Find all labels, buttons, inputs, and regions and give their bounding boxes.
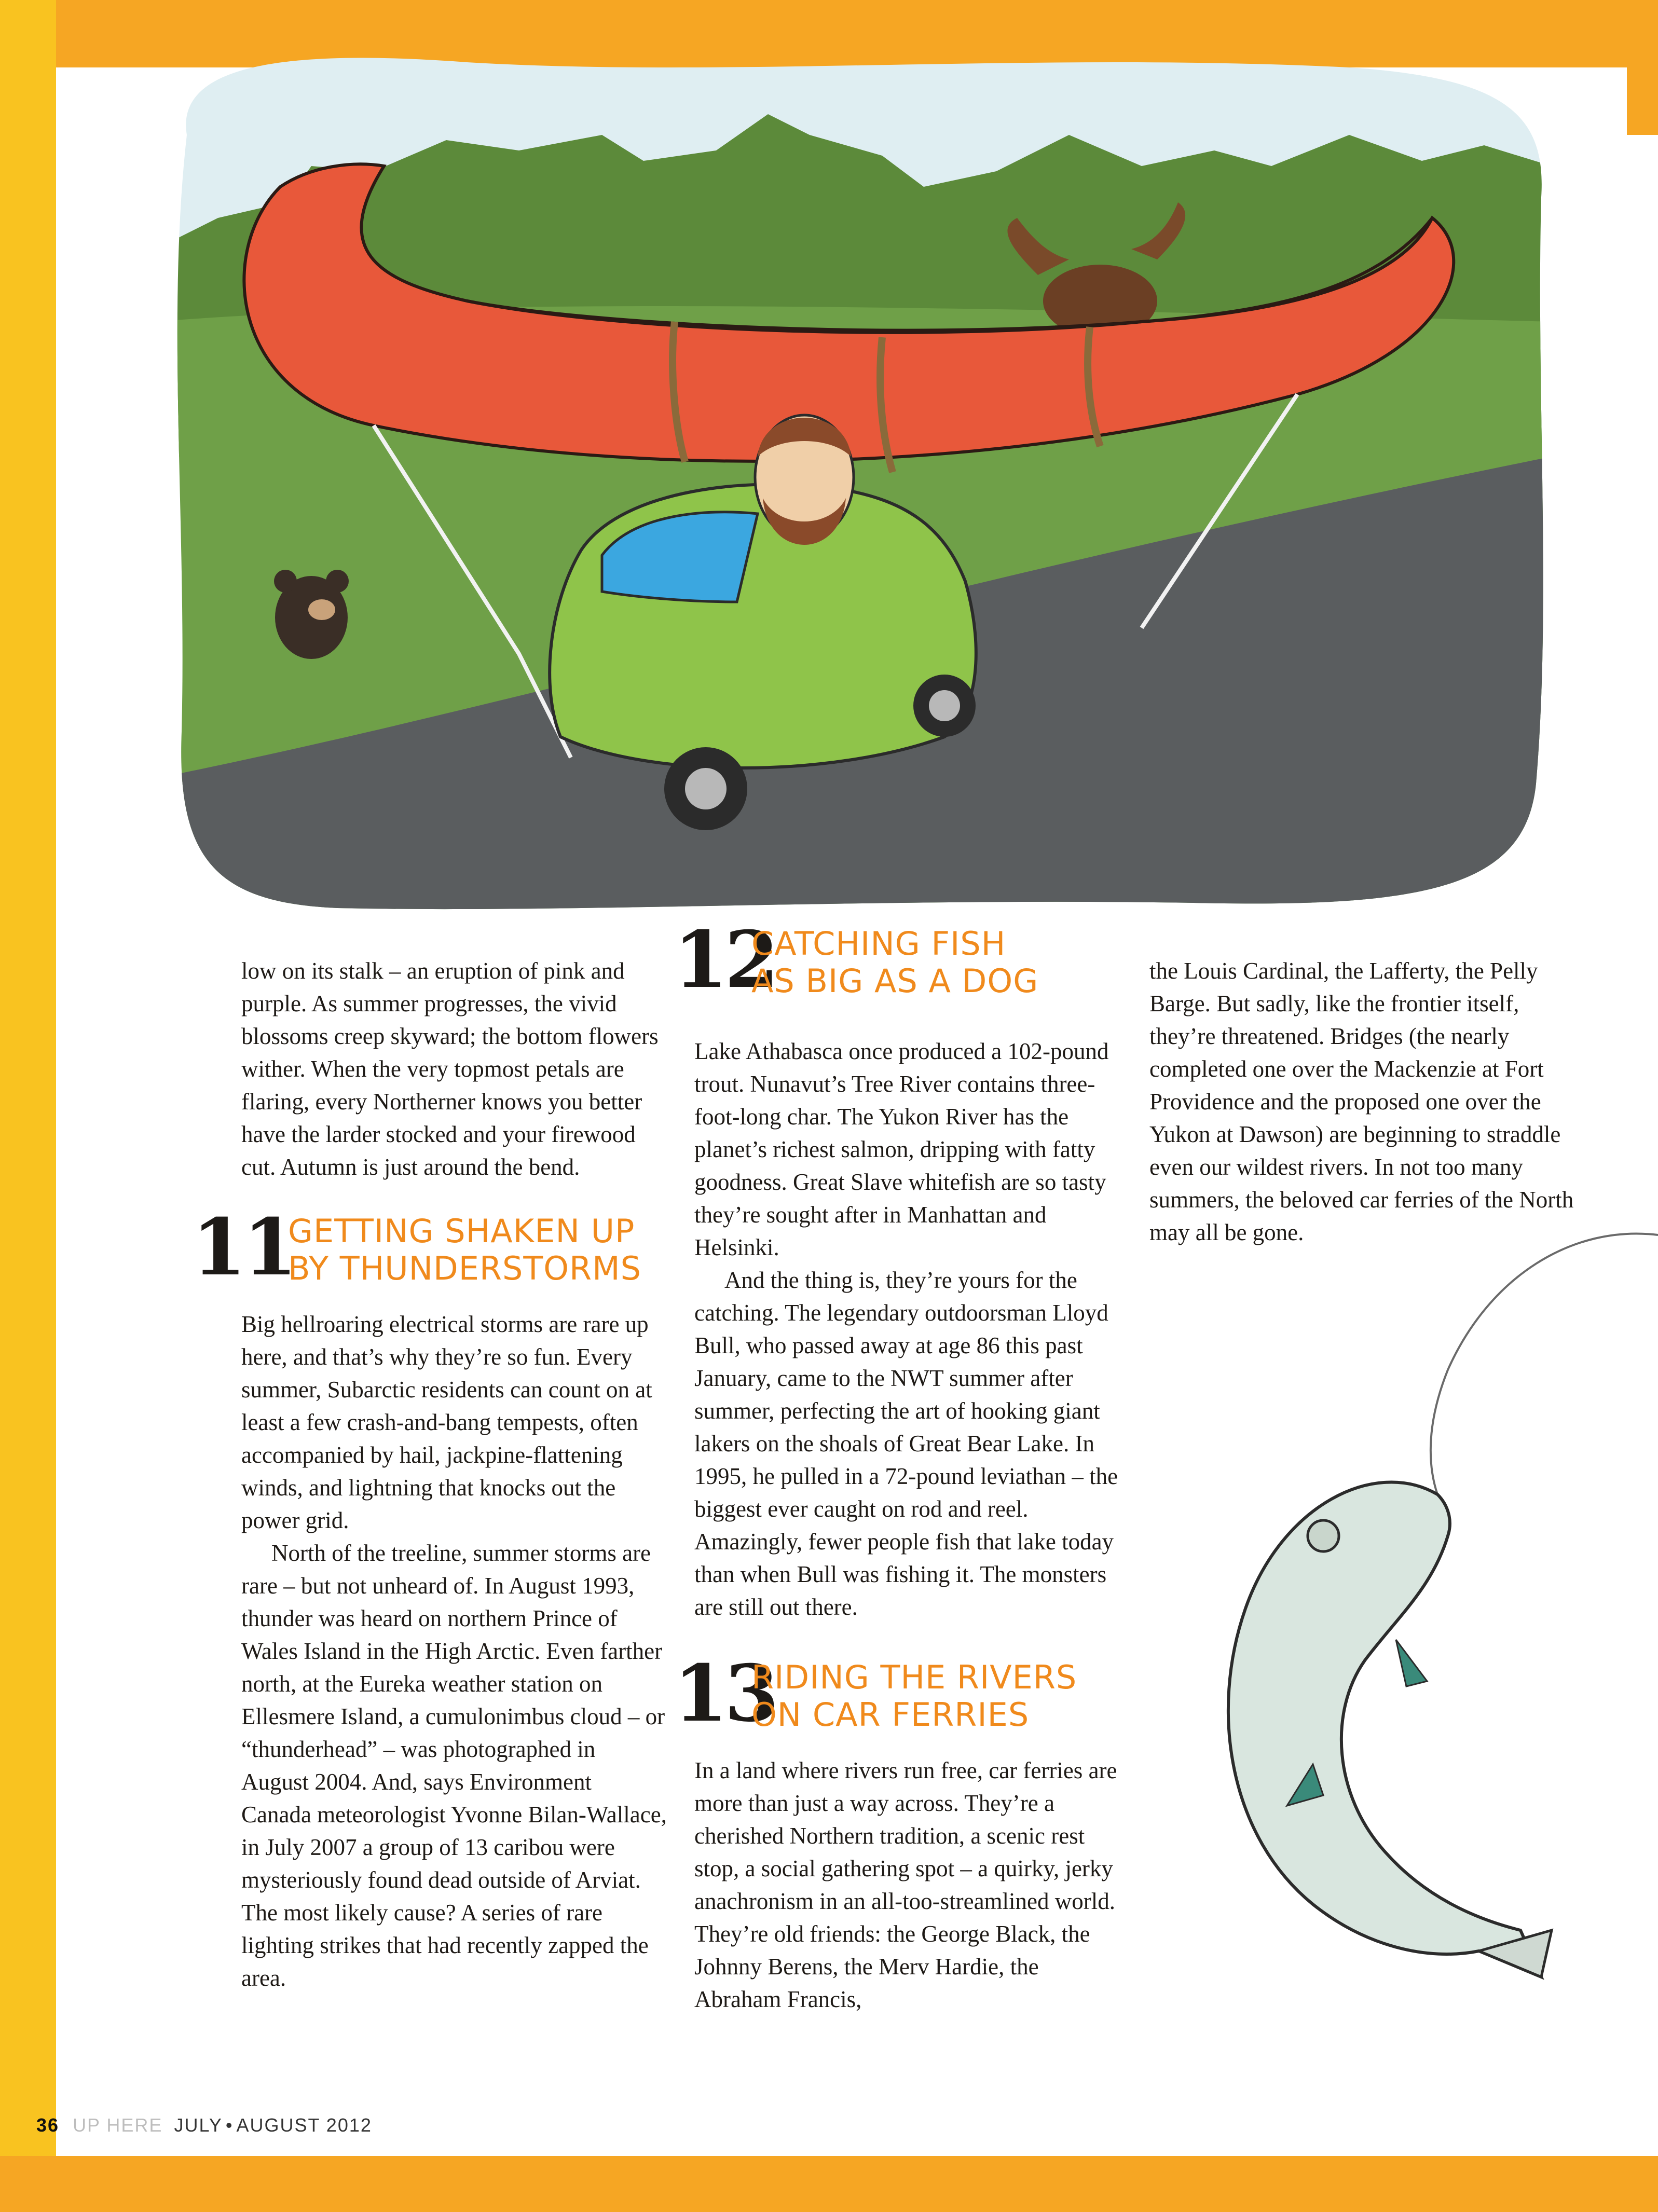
body-paragraph: And the thing is, they’re yours for the catching. The legendary outdoorsman Lloyd Bull, who passed away at age 86 this past January, came to the NWT summer after summer, perfecting the art of hooking giant lakers on the shoals of Great Bear Lake. In 1995, he pulled in a 72-pound leviathan – the biggest ever caught on rod and reel. Amazingly, fewer people fish that lake today than when Bull was fishing it. The monsters are still out there. bbox=[694, 1267, 1118, 1620]
column-3 bbox=[1149, 955, 1575, 1249]
intro-paragraph: low on its stalk – an eruption of pink and purple. As summer progresses, the vivid blossoms creep skyward; the bottom flowers wither. When the very topmost petals are flaring, every Northerner knows you better have the larder stocked and your firewood cut. Autumn is just around the bend. bbox=[241, 958, 659, 1180]
page-frame-left bbox=[0, 0, 56, 2212]
section-number: 12 bbox=[674, 914, 776, 1006]
column-2 bbox=[674, 914, 1120, 2016]
bear-drawing bbox=[274, 570, 349, 659]
page-frame-right bbox=[1627, 0, 1658, 135]
body-paragraph: Lake Athabasca once produced a 102-pound trout. Nunavut’s Tree River contains three-foot-long char. The Yukon River has the planet’s richest salmon, dripping with fatty goodness. Great Slave whitefish are so tasty they’re sought after in Manhattan and Helsinki. bbox=[694, 1038, 1109, 1260]
page-footer bbox=[36, 2114, 372, 2136]
body-paragraph: In a land where rivers run free, car ferries are more than just a way across. They’re a cherished Northern tradition, a scenic rest stop, a social gathering spot – a quirky, jerky anachronism in an all-too-streamlined world. They’re old friends: the George Black, the Johnny Berens, the Merv Hardie, the Abraham Francis, bbox=[694, 1757, 1117, 2012]
body-paragraph: North of the treeline, summer storms are rare – but not unheard of. In August 1993, thunder was heard on northern Prince of Wales Island in the High Arctic. Even farther north, at the Eureka weather station on Ellesmere Island, a cumulonimbus cloud – or “thunderhead” – was photographed in August 2004. And, says Environment Canada meteorologist Yvonne Bilan-Wallace, in July 2007 a group of 13 caribou were mysteriously found dead outside of Arviat. The most likely cause? A series of rare lighting strikes that had recently zapped the area. bbox=[241, 1540, 667, 1991]
page-number: 36 bbox=[36, 2114, 60, 2136]
fish-on-line-illustration bbox=[1157, 1214, 1658, 2008]
column-1 bbox=[192, 955, 667, 1995]
section-title: CATCHING FISH AS BIG AS A DOG bbox=[751, 925, 1039, 1000]
body-paragraph: Big hellroaring electrical storms are rare up here, and that’s why they’re so fun. Every summer, Subarctic residents can count on at least a few crash-and-bang tempests, often accompanied by hail, jackpine-flattening winds, and lightning that knocks out the power grid. bbox=[241, 1311, 652, 1533]
section-13-heading bbox=[674, 1648, 1120, 1743]
section-number: 11 bbox=[192, 1202, 294, 1293]
section-12-heading bbox=[674, 914, 1141, 1009]
section-title: GETTING SHAKEN UP BY THUNDERSTORMS bbox=[288, 1212, 641, 1287]
page-frame-bottom bbox=[0, 2156, 1658, 2212]
section-11-heading bbox=[192, 1202, 667, 1297]
canoe-car-illustration bbox=[156, 31, 1552, 924]
section-number: 13 bbox=[674, 1648, 776, 1739]
section-title: RIDING THE RIVERS ON CAR FERRIES bbox=[751, 1658, 1077, 1734]
issue-month: JULY bbox=[174, 2114, 223, 2136]
issue-separator: • bbox=[225, 2114, 234, 2136]
issue-rest: AUGUST 2012 bbox=[236, 2114, 372, 2136]
magazine-name: UP HERE bbox=[73, 2114, 163, 2136]
continued-paragraph: the Louis Cardinal, the Lafferty, the Pelly Barge. But sadly, like the frontier itself, they’re threatened. Bridges (the nearly completed one over the Mackenzie at Fort Providence and the proposed one over the Yukon at Dawson) are beginning to straddle even our wildest rivers. In not too many summers, the beloved car ferries of the North may all be gone. bbox=[1149, 958, 1574, 1245]
